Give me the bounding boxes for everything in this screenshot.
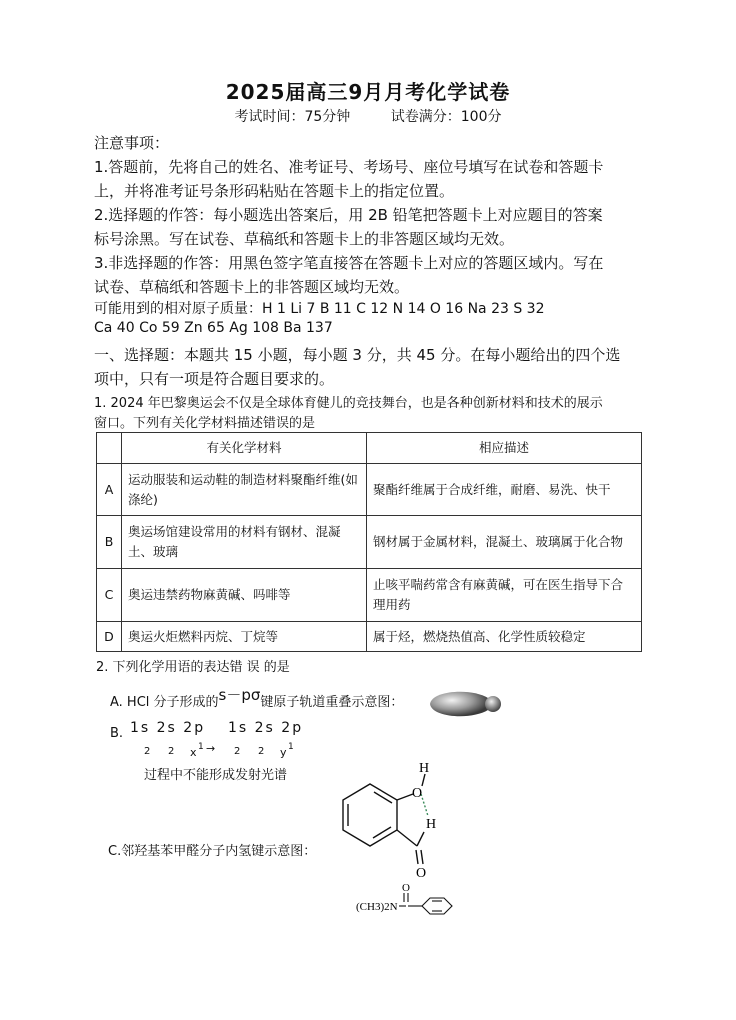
col-header-material: 有关化学材料: [122, 433, 367, 464]
exam-subtitle: [0, 106, 736, 126]
p-orbital-lobe: [430, 692, 488, 717]
table-row: [97, 622, 642, 652]
exam-title: 2025届高三9月月考化学试卷: [225, 80, 511, 104]
row-desc: 钢材属于金属材料，混凝土、玻璃属于化合物: [367, 516, 642, 569]
row-desc: 止咳平喘药常含有麻黄碱，可在医生指导下合理用药: [367, 569, 642, 622]
row-desc: 属于烃，燃烧热值高、化学性质较稳定: [367, 622, 642, 652]
table-header-row: [97, 433, 642, 464]
atom-o: O: [412, 786, 423, 801]
exam-time: 考试时间：75分钟: [234, 109, 351, 125]
notice-item2-line2: 标号涂黑。写在试卷、草稿纸和答题卡上的非答题区域均无效。: [94, 230, 515, 248]
row-label: B: [97, 516, 122, 569]
dimethylamino-benzoyl-structure: [354, 880, 464, 924]
notice-item1-line2: 上，并将准考证号条形码粘贴在答题卡上的指定位置。: [94, 182, 455, 200]
notice-item1-line1: 1.答题前，先将自己的姓名、准考证号、考场号、座位号填写在试卷和答题卡: [94, 158, 604, 176]
atom-o: O: [402, 882, 410, 894]
atomic-masses-line1: 可能用到的相对原子质量：H 1 Li 7 B 11 C 12 N 14 O 16 Na 23 S 32: [94, 301, 545, 317]
salicylaldehyde-structure: [332, 756, 462, 880]
q1-stem-line2: 窗口。下列有关化学材料描述错误的是: [94, 416, 316, 431]
option-a-sp: s－pσ: [218, 686, 261, 704]
q2-option-a: [110, 686, 404, 711]
config-sup: 1: [198, 742, 204, 752]
s-orbital-lobe: [485, 696, 501, 712]
row-material: 运动服装和运动鞋的制造材料聚酯纤维(如涤纶): [122, 464, 367, 516]
arrow-icon: →: [206, 742, 216, 755]
q2-option-c: C.邻羟基苯甲醛分子内氢键示意图：: [108, 844, 317, 859]
q2-stem: 2. 下列化学用语的表达错 误 的是: [96, 660, 290, 675]
option-a-prefix: A. HCl 分子形成的: [110, 695, 219, 710]
config-sub: 2: [258, 746, 265, 757]
row-material: 奥运违禁药物麻黄碱、吗啡等: [122, 569, 367, 622]
config-sub: x: [190, 746, 197, 759]
orbital-overlap-figure: [426, 686, 506, 722]
notice-item2-line1: 2.选择题的作答：每小题选出答案后，用 2B 铅笔把答题卡上对应题目的答案: [94, 206, 603, 224]
row-material: 奥运火炬燃料丙烷、丁烷等: [122, 622, 367, 652]
option-a-suffix: 键原子轨道重叠示意图：: [260, 695, 404, 710]
table-row: [97, 464, 642, 516]
row-material: 奥运场馆建设常用的材料有钢材、混凝土、玻璃: [122, 516, 367, 569]
notice-item3-line1: 3.非选择题的作答：用黑色签字笔直接答在答题卡上对应的答题区域内。写在: [94, 254, 604, 272]
config-sup: 1: [288, 742, 294, 752]
notice-item3-line2: 试卷、草稿纸和答题卡上的非答题区域均无效。: [94, 278, 410, 296]
atom-h: H: [426, 817, 437, 832]
atom-o: O: [416, 866, 427, 880]
q1-stem-line1: 1. 2024 年巴黎奥运会不仅是全球体育健儿的竞技舞台，也是各种创新材料和技术的展示: [94, 396, 603, 411]
exam-score: 试卷满分：100分: [390, 109, 502, 125]
config-2: 1s 2s 2p: [228, 720, 304, 736]
config-sub: y: [280, 746, 287, 759]
table-corner: [97, 433, 122, 464]
config-1: 1s 2s 2p: [130, 720, 206, 736]
table-row: [97, 569, 642, 622]
atomic-masses-line2: Ca 40 Co 59 Zn 65 Ag 108 Ba 137: [94, 320, 333, 336]
section1-intro-line2: 项中，只有一项是符合题目要求的。: [94, 370, 335, 388]
table-row: [97, 516, 642, 569]
atom-h: H: [419, 761, 430, 776]
row-label: C: [97, 569, 122, 622]
row-desc: 聚酯纤维属于合成纤维，耐磨、易洗、快干: [367, 464, 642, 516]
option-b-text: 过程中不能形成发射光谱: [144, 768, 288, 783]
config-sub: 2: [168, 746, 175, 757]
config-sub: 2: [144, 746, 151, 757]
notice-heading: 注意事项：: [94, 134, 170, 152]
q2-option-b-label: B.: [110, 726, 124, 741]
row-label: D: [97, 622, 122, 652]
section1-intro-line1: 一、选择题：本题共 15 小题，每小题 3 分，共 45 分。在每小题给出的四个选: [94, 346, 621, 364]
dimethylamino-group: (CH3)2N: [356, 901, 398, 913]
config-sub: 2: [234, 746, 241, 757]
row-label: A: [97, 464, 122, 516]
materials-table: [96, 432, 642, 652]
col-header-desc: 相应描述: [367, 433, 642, 464]
